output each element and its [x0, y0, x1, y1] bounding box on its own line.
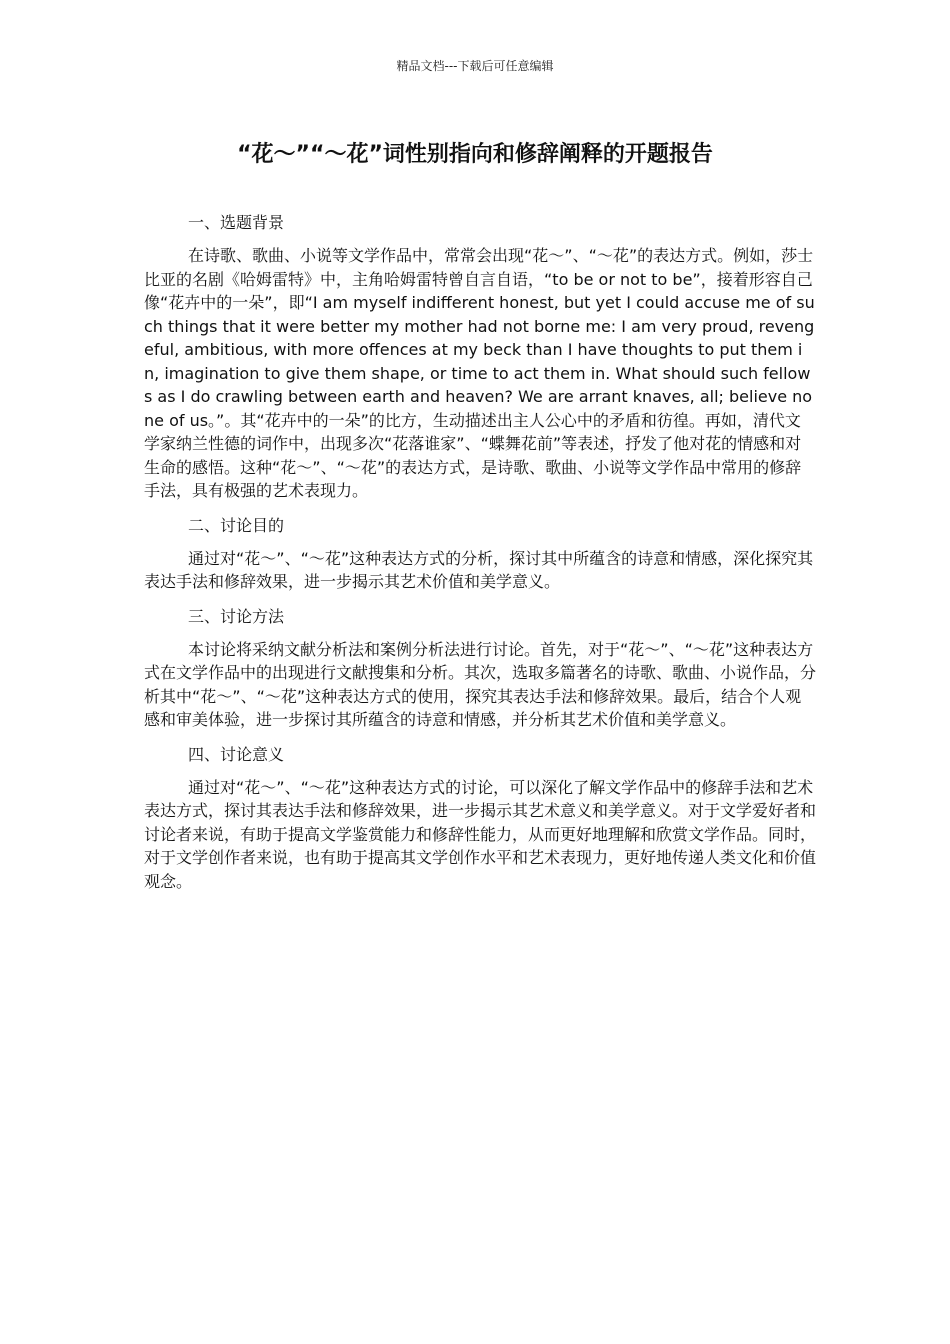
section-purpose	[144, 513, 816, 594]
section-heading: 二、讨论目的	[188, 515, 285, 535]
section-heading: 一、选题背景	[188, 213, 285, 232]
section-paragraph: 本讨论将采纳文献分析法和案例分析法进行讨论。首先，对于“花～”、“～花”这种表达方式在文学作品中的出现进行文献搜集和分析。其次，选取多篇著名的诗歌、歌曲、小说作品，分析其中“花～”、“～花”这种表达方式的使用，探究其表达手法和修辞效果。最后，结合个人观感和审美体验，进一步探讨其所蕴含的诗意和情感，并分析其艺术价值和美学意义。	[144, 639, 817, 729]
section-paragraph: 通过对“花～”、“～花”这种表达方式的分析，探讨其中所蕴含的诗意和情感，深化探究其表达手法和修辞效果，进一步揭示其艺术价值和美学意义。	[144, 548, 814, 591]
header-note: 精品文档---下载后可任意编辑	[396, 59, 554, 73]
section-significance	[144, 742, 816, 894]
section-paragraph: 通过对“花～”、“～花”这种表达方式的讨论，可以深化了解文学作品中的修辞手法和艺术表达方式，探讨其表达手法和修辞效果，进一步揭示其艺术意义和美学意义。对于文学爱好者和讨论者来说，有助于提高文学鉴赏能力和修辞性能力，从而更好地理解和欣赏文学作品。同时，对于文学创作者来说，也有助于提高其文学创作水平和艺术表现力，更好地传递人类文化和价值观念。	[144, 777, 817, 891]
section-paragraph: 在诗歌、歌曲、小说等文学作品中，常常会出现“花～”、“～花”的表达方式。例如，莎士比亚的名剧《哈姆雷特》中，主角哈姆雷特曾自言自语，“to be or not to be”，接着形容自己像“花卉中的一朵”，即“I am myself indifferent honest, but yet I could accuse me of such things that it were better my mother had not borne me: I am very proud, revengeful, ambitious, with more offences at my beck than I have thoughts to put them in, imagination to give them shape, or time to act them in. What should such fellows as I do crawling between earth and heaven? We are arrant knaves, all; believe none of us。”。其“花卉中的一朵”的比方，生动描述出主人公心中的矛盾和彷徨。再如，清代文学家纳兰性德的词作中，出现多次“花落谁家”、“蝶舞花前”等表述，抒发了他对花的情感和对生命的感悟。这种“花～”、“～花”的表达方式，是诗歌、歌曲、小说等文学作品中常用的修辞手法，具有极强的艺术表现力。	[144, 246, 815, 500]
section-heading: 四、讨论意义	[188, 744, 285, 764]
document-title: “花～”“～花”词性别指向和修辞阐释的开题报告	[237, 142, 713, 167]
document-body	[144, 210, 816, 893]
section-heading: 三、讨论方法	[188, 606, 285, 626]
section-background	[144, 210, 816, 503]
section-method	[144, 604, 816, 732]
